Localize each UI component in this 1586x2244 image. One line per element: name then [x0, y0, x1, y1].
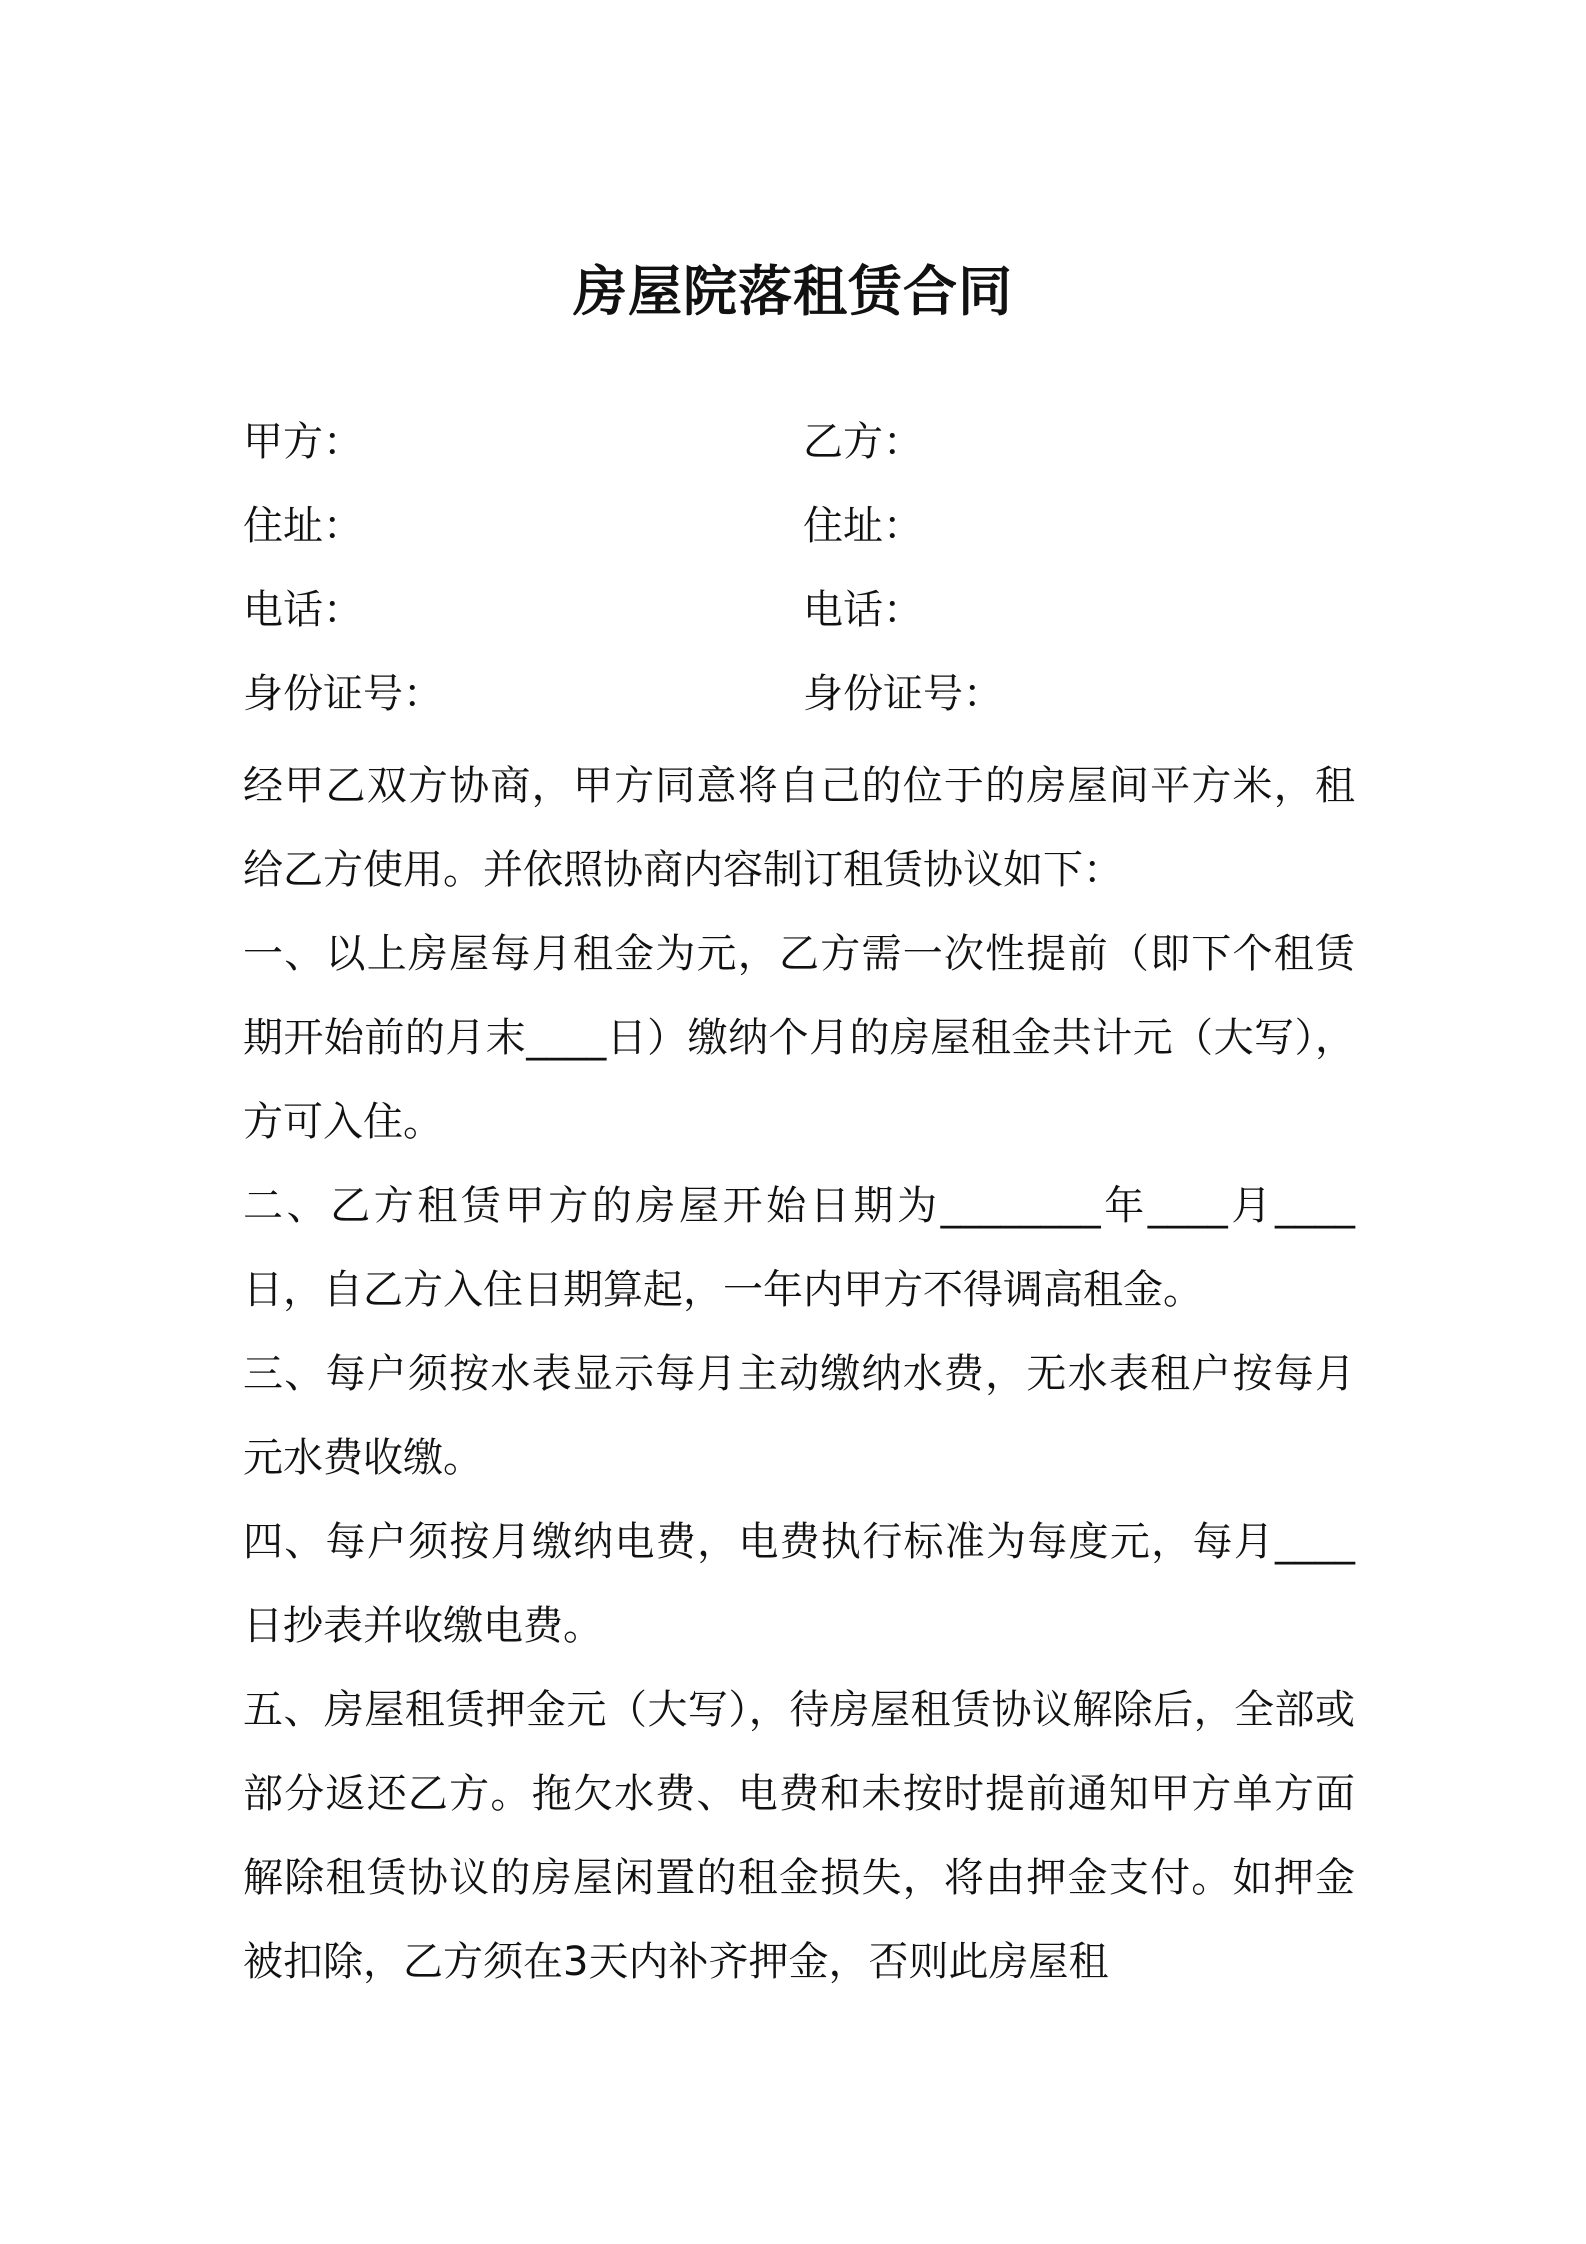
clause-2-paragraph: 二、乙方租赁甲方的房屋开始日期为________年____月____日，自乙方入住日期算起，一年内甲方不得调高租金。: [243, 1183, 1355, 1313]
contract-body: [243, 744, 1355, 2004]
party-a-label: 甲方：: [243, 419, 363, 465]
party-a-address-label: 住址：: [243, 503, 363, 549]
party-id-row: [243, 652, 1353, 736]
document-title: 房屋院落租赁合同: [573, 260, 1013, 323]
party-names-row: [243, 400, 1353, 484]
party-b-label: 乙方：: [803, 419, 923, 465]
party-phone-row: [243, 568, 1353, 652]
party-a-id-label: 身份证号：: [243, 671, 443, 717]
clause-3-paragraph: 三、每户须按水表显示每月主动缴纳水费，无水表租户按每月元水费收缴。: [243, 1351, 1355, 1481]
party-b-address-label: 住址：: [803, 503, 923, 549]
intro-paragraph: 经甲乙双方协商，甲方同意将自己的位于的房屋间平方米，租给乙方使用。并依照协商内容制订租赁协议如下：: [243, 763, 1355, 893]
clause-5-paragraph: 五、房屋租赁押金元（大写），待房屋租赁协议解除后，全部或部分返还乙方。拖欠水费、电费和未按时提前通知甲方单方面解除租赁协议的房屋闲置的租金损失，将由押金支付。如押金被扣除，乙方须在3天内补齐押金，否则此房屋租: [243, 1687, 1355, 1985]
party-a-phone-label: 电话：: [243, 587, 363, 633]
clause-1-paragraph: 一、以上房屋每月租金为元，乙方需一次性提前（即下个租赁期开始前的月末____日）缴纳个月的房屋租金共计元（大写），方可入住。: [243, 931, 1355, 1145]
party-b-phone-label: 电话：: [803, 587, 923, 633]
party-address-row: [243, 484, 1353, 568]
clause-4-paragraph: 四、每户须按月缴纳电费，电费执行标准为每度元，每月____日抄表并收缴电费。: [243, 1519, 1355, 1649]
party-b-id-label: 身份证号：: [803, 671, 1003, 717]
